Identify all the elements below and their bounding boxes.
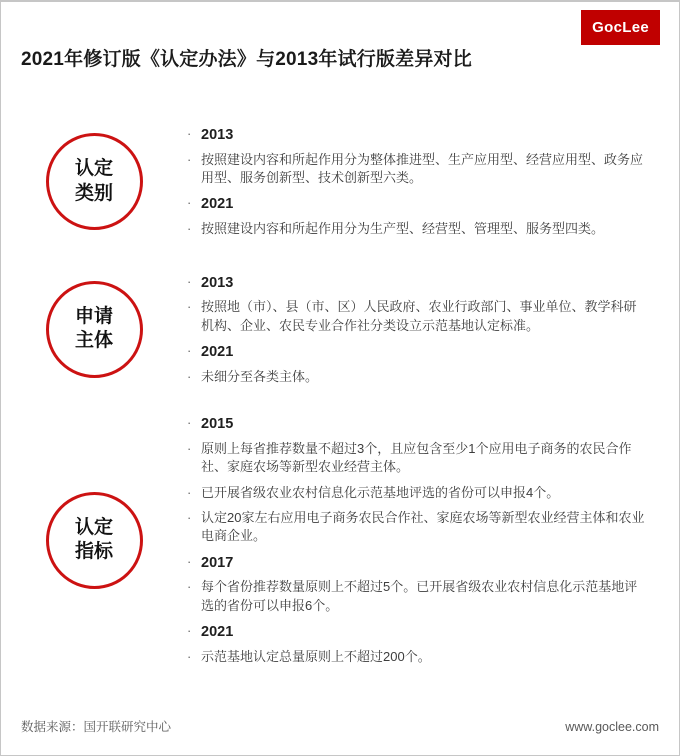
bullet-icon: · [187, 195, 192, 211]
section-certification-category [1, 125, 679, 239]
year-label: 2015 [201, 416, 234, 433]
circle-badge-certification-category [46, 133, 143, 230]
item-text: 已开展省级农业农村信息化示范基地评选的省份可以申报4个。 [201, 484, 560, 500]
section-certification-indicators [1, 414, 679, 666]
list-item [187, 509, 649, 546]
section-content [187, 273, 679, 387]
website-link[interactable]: www.goclee.com [565, 720, 659, 734]
section-label-column [1, 133, 187, 230]
bullet-icon: · [187, 273, 192, 289]
item-text: 按照建设内容和所起作用分为生产型、经营型、管理型、服务型四类。 [201, 221, 605, 237]
bullet-icon: · [187, 221, 192, 237]
item-text: 按照地（市）、县（市、区）人民政府、农业行政部门、事业单位、教学科研机构、企业、农民专业合作社分类设立示范基地认定标准。 [201, 299, 637, 333]
year-label: 2021 [201, 624, 234, 641]
list-item [187, 648, 649, 666]
bullet-icon: · [187, 623, 192, 639]
year-label: 2013 [201, 274, 234, 291]
list-item [187, 220, 649, 238]
circle-badge-certification-indicators [46, 492, 143, 589]
bullet-icon: · [187, 368, 192, 384]
item-text: 按照建设内容和所起作用分为整体推进型、生产应用型、经营应用型、政务应用型、服务创新型、技术创新型六类。 [201, 151, 644, 186]
section-label-column [1, 281, 187, 378]
list-item-year [187, 273, 649, 294]
footer [21, 717, 659, 735]
bullet-icon: · [187, 553, 192, 569]
bullet-icon: · [187, 648, 192, 664]
list-item-year [187, 342, 649, 363]
list-item-year [187, 194, 649, 215]
bullet-list [187, 414, 649, 666]
year-label: 2017 [201, 554, 234, 571]
bullet-icon: · [187, 579, 192, 595]
list-item [187, 368, 649, 386]
year-label: 2021 [201, 196, 234, 213]
item-text: 示范基地认定总量原则上不超过200个。 [201, 648, 431, 664]
page-title: 2021年修订版《认定办法》与2013年试行版差异对比 [21, 49, 472, 70]
bullet-list [187, 125, 649, 239]
goclee-logo: GocLee [581, 10, 660, 45]
item-text: 认定20家左右应用电子商务农民合作社、家庭农场等新型农业经营主体和农业电商企业。 [201, 509, 645, 544]
year-label: 2021 [201, 344, 234, 360]
item-text: 每个省份推荐数量原则上不超过5个。已开展省级农业农村信息化示范基地评选的省份可以申报6个。 [201, 579, 638, 613]
year-label: 2013 [201, 127, 234, 143]
bullet-icon: · [187, 343, 192, 358]
circle-label-line2: 类别 [74, 182, 113, 204]
bullet-icon: · [187, 484, 192, 500]
section-application-subject [1, 273, 679, 387]
item-text: 未细分至各类主体。 [201, 368, 319, 384]
item-text: 原则上每省推荐数量不超过3个，且应包含至少1个应用电子商务的农民合作社、家庭农场等新型农业经营主体。 [201, 440, 632, 475]
list-item-year [187, 622, 649, 643]
list-item-year [187, 553, 649, 574]
bullet-icon: · [187, 126, 192, 141]
bullet-list [187, 273, 649, 387]
bullet-icon: · [187, 415, 192, 431]
circle-label-line2: 指标 [74, 541, 113, 563]
bullet-icon: · [187, 440, 192, 456]
section-content [187, 414, 679, 666]
bullet-icon: · [187, 299, 192, 315]
circle-label-line1: 认定 [74, 158, 113, 180]
bullet-icon: · [187, 509, 192, 525]
circle-badge-application-subject [46, 281, 143, 378]
list-item [187, 151, 649, 188]
comparison-sections [1, 125, 679, 666]
data-source-label: 数据来源：国开联研究中心 [21, 720, 172, 734]
list-item [187, 484, 649, 502]
list-item [187, 298, 649, 335]
section-content [187, 125, 679, 239]
bullet-icon: · [187, 151, 192, 167]
list-item-year [187, 125, 649, 146]
list-item-year [187, 414, 649, 435]
circle-label-line2: 主体 [74, 330, 113, 352]
list-item [187, 440, 649, 477]
section-label-column [1, 492, 187, 589]
circle-label-line1: 申请 [74, 305, 113, 327]
list-item [187, 578, 649, 615]
circle-label-line1: 认定 [74, 516, 113, 538]
